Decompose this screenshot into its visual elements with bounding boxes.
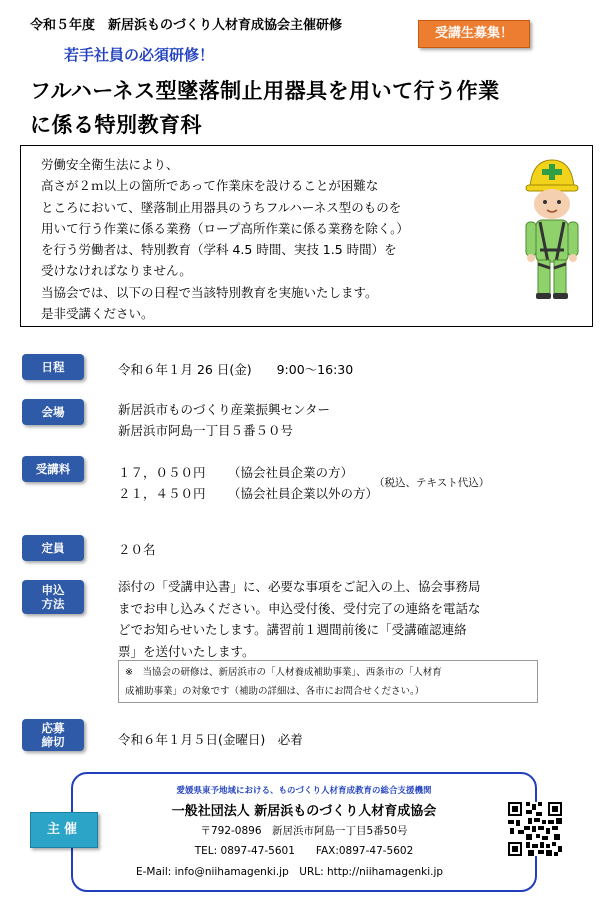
venue-address: 新居浜市阿島一丁目５番５０号: [118, 423, 294, 438]
fee-member-amount: １７，０５０円: [118, 465, 206, 480]
deadline-value: 令和６年１月５日(金曜日) 必着: [118, 732, 303, 747]
apply-label: [22, 580, 84, 614]
fee-nonmember-amount: ２１，４５０円: [118, 486, 206, 501]
schedule-label: 日程: [22, 354, 84, 380]
deadline-label-line-1: 応募: [41, 721, 65, 735]
organizer-address: 〒792-0896 新居浜市阿島一丁目5番50号: [200, 825, 408, 837]
intro-line: 高さが２ｍ以上の箇所であって作業床を設けることが困難な: [41, 178, 379, 194]
apply-label-line-1: 申込: [41, 583, 65, 597]
organizer-phone-fax: TEL: 0897-47-5601 FAX:0897-47-5602: [194, 845, 414, 857]
intro-text: [41, 154, 511, 324]
venue-name: 新居浜市ものづくり産業振興センター: [118, 402, 331, 417]
capacity-label: 定員: [22, 535, 84, 561]
apply-label-line-2: 方法: [41, 597, 65, 611]
intro-line: 用いて行う作業に係る業務（ロープ高所作業に係る業務を除く。）: [41, 220, 409, 236]
capacity-value: ２０名: [118, 542, 156, 557]
subtitle: 若手社員の必須研修！: [64, 46, 215, 64]
deadline-label-line-2: 締切: [41, 735, 65, 749]
deadline-label: [22, 719, 84, 751]
title-line-1: フルハーネス型墜落制止用器具を用いて行う作業: [30, 79, 500, 103]
schedule-value: 令和６年１月 26 日(金) 9:00～16:30: [118, 362, 354, 377]
fee-tax-note: （税込、テキスト代込）: [374, 477, 490, 489]
organizer-tagline: 愛媛県東予地域における、ものづくり人材育成教育の総合支援機関: [176, 786, 432, 796]
title-line-2: に係る特別教育科: [30, 113, 202, 137]
intro-box: [20, 145, 593, 327]
apply-text: [118, 576, 588, 662]
intro-line: ところにおいて、墜落制止用器具のうちフルハーネス型のものを: [41, 199, 402, 215]
recruit-badge: 受講生募集！: [418, 20, 530, 48]
fee-label: 受講料: [22, 456, 84, 482]
intro-line: 当協会では、以下の日程で当該特別教育を実施いたします。: [41, 284, 378, 300]
apply-line: 票」を送付いたします。: [118, 643, 255, 659]
venue-label: 会場: [22, 399, 84, 425]
intro-line: 受けなければなりません。: [41, 263, 192, 279]
organizer-name: 一般社団法人 新居浜ものづくり人材育成協会: [171, 804, 437, 819]
apply-line: 添付の「受講申込書」に、必要な事項をご記入の上、協会事務局: [118, 579, 481, 594]
top-line: 令和５年度 新居浜ものづくり人材育成協会主催研修: [30, 18, 343, 33]
intro-line: 是非受講ください。: [41, 306, 154, 322]
worker-illustration-icon: [518, 154, 586, 304]
apply-line: までお申し込みください。申込受付後、受付完了の連絡を電話な: [118, 600, 481, 616]
qr-code-icon: [508, 802, 562, 856]
intro-line: を行う労働者は、特別教育（学科 4.5 時間、実技 1.5 時間）を: [41, 242, 397, 258]
page-title: [30, 74, 500, 142]
subsidy-note: [118, 660, 538, 703]
fee-nonmember-note: （協会社員企業以外の方）: [228, 486, 379, 501]
organizer-contact: E-Mail: info@niihamagenki.jp URL: http://niihamagenki.jp: [136, 866, 444, 878]
fee-member-note: （協会社員企業の方）: [228, 465, 354, 480]
intro-line: 労働安全衛生法により、: [41, 157, 179, 172]
organizer-label: 主催: [30, 812, 98, 848]
note-line-2: 成補助事業」の対象です（補助の詳細は、各市にお問合せください。）: [125, 686, 425, 697]
note-line-1: ※ 当協会の研修は、新居浜市の「人材養成補助事業」、西条市の「人材育: [125, 667, 442, 678]
apply-line: どでお知らせいたします。講習前１週間前後に「受講確認連絡: [118, 622, 467, 637]
